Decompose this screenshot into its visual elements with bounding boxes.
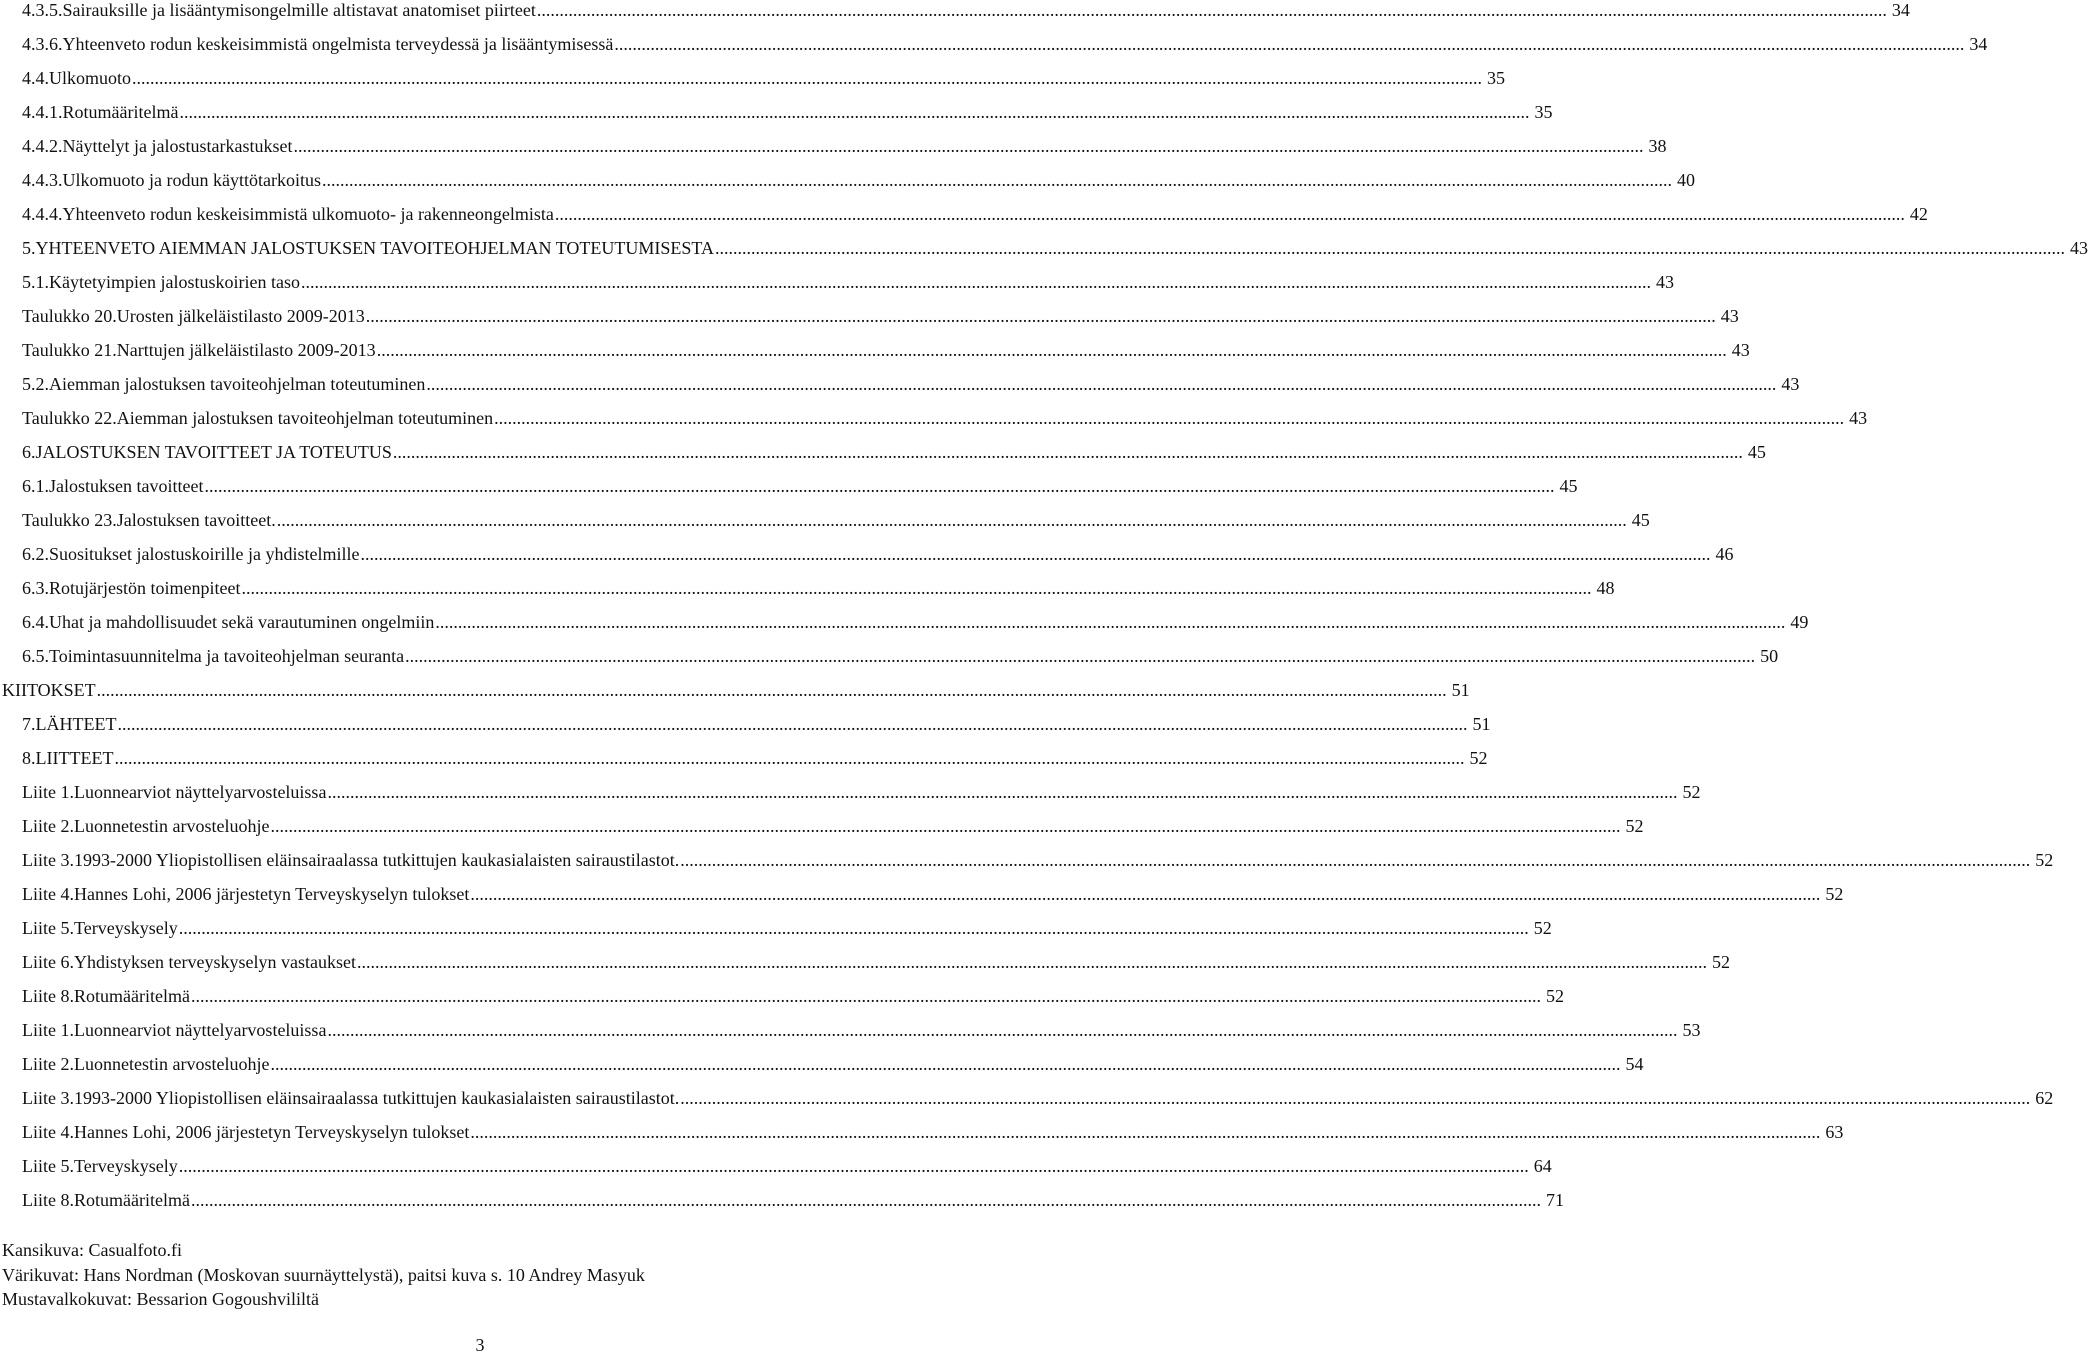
toc-dot-leader: ............................................................................................................................................................................................................................................................................................................ [680,1088,2031,1108]
toc-entry-number: Liite 3. [22,1088,74,1108]
toc-entry-page: 38 [1648,136,1667,156]
toc-dot-leader: ............................................................................................................................................................................................................................................................................................................ [241,578,1592,598]
toc-entry-page: 51 [1451,680,1470,700]
photo-credits [2,1238,645,1312]
toc-entry-page: 52 [1469,748,1488,768]
toc-entry-title: Uhat ja mahdollisuudet sekä varautuminen ongelmiin [49,612,435,632]
toc-entry-number: 5.1. [22,272,49,292]
toc-entry-page: 43 [1781,374,1800,394]
toc-entry-title: Luonnetestin arvosteluohje [74,816,270,836]
toc-entry-number: 4.4. [22,68,49,88]
toc-entry[interactable] [22,535,1734,565]
toc-entry-title: Rotumääritelmä [74,986,190,1006]
toc-entry-number: Liite 2. [22,816,74,836]
toc-entry[interactable] [22,705,1491,735]
toc-entry[interactable] [2,671,1470,701]
toc-entry-title: Yhteenveto rodun keskeisimmistä ongelmista terveydessä ja lisääntymisessä [62,34,614,54]
toc-entry-number: 4.4.2. [22,136,63,156]
toc-entry-page: 51 [1472,714,1491,734]
toc-entry[interactable] [22,1045,1644,1075]
toc-entry[interactable] [22,1079,2054,1109]
toc-entry[interactable] [22,807,1644,837]
toc-dot-leader: ............................................................................................................................................................................................................................................................................................................ [178,918,1529,938]
toc-entry-title: Näyttelyt ja jalostustarkastukset [62,136,293,156]
toc-dot-leader: ............................................................................................................................................................................................................................................................................................................ [376,340,1727,360]
toc-entry-number: 6.4. [22,612,49,632]
toc-entry[interactable] [22,399,1868,429]
toc-entry-title: LIITTEET [35,748,114,768]
toc-dot-leader: ............................................................................................................................................................................................................................................................................................................ [470,884,1821,904]
toc-entry-page: 71 [1545,1190,1564,1210]
toc-entry-page: 45 [1631,510,1650,530]
toc-entry[interactable] [22,501,1650,531]
toc-entry-title: Jalostuksen tavoitteet. [116,510,276,530]
toc-dot-leader: ............................................................................................................................................................................................................................................................................................................ [190,986,1541,1006]
toc-entry-page: 46 [1715,544,1734,564]
toc-entry-page: 48 [1596,578,1615,598]
toc-entry[interactable] [22,739,1488,769]
credit-line: Mustavalkokuvat: Bessarion Gogoushvililtä [2,1289,319,1309]
toc-entry-number: 6.1. [22,476,49,496]
toc-dot-leader: ............................................................................................................................................................................................................................................................................................................ [365,306,1716,326]
toc-entry-page: 50 [1760,646,1779,666]
toc-entry-number: Liite 3. [22,850,74,870]
toc-dot-leader: ............................................................................................................................................................................................................................................................................................................ [356,952,1707,972]
toc-entry-number: Liite 5. [22,918,74,938]
toc-entry-page: 63 [1825,1122,1844,1142]
toc-entry-title: Rotumääritelmä [74,1190,190,1210]
toc-dot-leader: ............................................................................................................................................................................................................................................................................................................ [96,680,1447,700]
toc-entry-page: 52 [1682,782,1701,802]
toc-entry[interactable] [22,1011,1701,1041]
toc-dot-leader: ............................................................................................................................................................................................................................................................................................................ [132,68,1483,88]
toc-entry-number: 8. [22,748,36,768]
toc-entry-title: Hannes Lohi, 2006 järjestetyn Terveyskyselyn tulokset [74,1122,470,1142]
toc-entry-number: 6.5. [22,646,49,666]
toc-entry[interactable] [22,943,1730,973]
toc-entry-page: 43 [1655,272,1674,292]
toc-entry-number: 4.4.1. [22,102,63,122]
toc-entry[interactable] [22,93,1553,123]
toc-entry-number: 4.3.5. [22,0,63,20]
toc-entry[interactable] [22,773,1701,803]
toc-entry[interactable] [22,331,1750,361]
toc-entry[interactable] [22,637,1779,667]
toc-dot-leader: ............................................................................................................................................................................................................................................................................................................ [714,238,2065,258]
toc-entry[interactable] [22,1147,1552,1177]
toc-dot-leader: ............................................................................................................................................................................................................................................................................................................ [494,408,1845,428]
toc-dot-leader: ............................................................................................................................................................................................................................................................................................................ [680,850,2031,870]
toc-entry-number: Taulukko 21. [22,340,117,360]
toc-dot-leader: ............................................................................................................................................................................................................................................................................................................ [270,1054,1621,1074]
toc-entry[interactable] [22,25,1988,55]
toc-entry-title: Hannes Lohi, 2006 järjestetyn Terveyskyselyn tulokset [74,884,470,904]
toc-entry-page: 52 [2035,850,2054,870]
toc-dot-leader: ............................................................................................................................................................................................................................................................................................................ [435,612,1786,632]
toc-entry-page: 49 [1790,612,1809,632]
toc-entry[interactable] [22,229,2088,259]
toc-dot-leader: ............................................................................................................................................................................................................................................................................................................ [190,1190,1541,1210]
toc-entry[interactable] [22,365,1800,395]
toc-entry-number: Liite 4. [22,1122,74,1142]
toc-entry[interactable] [22,263,1674,293]
toc-entry-number: 5.2. [22,374,49,394]
toc-entry-number: 6.3. [22,578,49,598]
credit-line: Kansikuva: Casualfoto.fi [2,1240,182,1260]
toc-dot-leader: ............................................................................................................................................................................................................................................................................................................ [321,170,1672,190]
toc-entry-title: Urosten jälkeläistilasto 2009-2013 [116,306,365,326]
toc-dot-leader: ............................................................................................................................................................................................................................................................................................................ [117,714,1468,734]
toc-entry[interactable] [22,127,1667,157]
toc-entry-page: 53 [1682,1020,1701,1040]
toc-entry-title: Narttujen jälkeläistilasto 2009-2013 [116,340,376,360]
toc-entry-page: 43 [1849,408,1868,428]
toc-dot-leader: ............................................................................................................................................................................................................................................................................................................ [300,272,1651,292]
toc-entry-title: Suositukset jalostuskoirille ja yhdistelmille [49,544,360,564]
toc-entry-number: Taulukko 23. [22,510,117,530]
page-number: 3 [475,1335,485,1355]
toc-entry-title: 1993-2000 Yliopistollisen eläinsairaalassa tutkittujen kaukasialaisten sairaustilastot. [74,1088,680,1108]
toc-entry[interactable] [22,195,1928,225]
toc-dot-leader: ............................................................................................................................................................................................................................................................................................................ [270,816,1621,836]
toc-entry-number: Liite 2. [22,1054,74,1074]
credit-line: Värikuvat: Hans Nordman (Moskovan suurnäyttelystä), paitsi kuva s. 10 Andrey Masyuk [2,1264,645,1285]
toc-entry[interactable] [22,1113,1844,1143]
toc-entry-title: Ulkomuoto ja rodun käyttötarkoitus [62,170,321,190]
toc-dot-leader: ............................................................................................................................................................................................................................................................................................................ [614,34,1965,54]
toc-dot-leader: ............................................................................................................................................................................................................................................................................................................ [536,0,1887,20]
toc-entry-title: Sairauksille ja lisääntymisongelmille altistavat anatomiset piirteet [62,0,536,20]
toc-entry-page: 52 [1625,816,1644,836]
toc-entry-title: Luonnetestin arvosteluohje [74,1054,270,1074]
toc-dot-leader: ............................................................................................................................................................................................................................................................................................................ [293,136,1644,156]
toc-entry-page: 43 [1720,306,1739,326]
toc-dot-leader: ............................................................................................................................................................................................................................................................................................................ [178,1156,1529,1176]
toc-dot-leader: ............................................................................................................................................................................................................................................................................................................ [554,204,1905,224]
toc-entry-page: 43 [1731,340,1750,360]
toc-entry-title: Jalostuksen tavoitteet [49,476,204,496]
toc-entry-number: Liite 5. [22,1156,74,1176]
toc-entry[interactable] [22,977,1564,1007]
toc-entry[interactable] [22,1181,1564,1211]
toc-entry-number: 5. [22,238,36,258]
toc-entry-title: Käytetyimpien jalostuskoirien taso [49,272,300,292]
toc-entry-number: 6. [22,442,36,462]
toc-dot-leader: ............................................................................................................................................................................................................................................................................................................ [327,1020,1678,1040]
toc-entry-title: Ulkomuoto [49,68,132,88]
toc-dot-leader: ............................................................................................................................................................................................................................................................................................................ [179,102,1530,122]
toc-entry-page: 64 [1533,1156,1552,1176]
toc-entry-page: 35 [1487,68,1506,88]
toc-entry[interactable] [22,297,1739,327]
toc-entry-number: 4.3.6. [22,34,63,54]
toc-entry-page: 35 [1534,102,1553,122]
toc-entry[interactable] [22,569,1615,599]
toc-entry-title: Toimintasuunnitelma ja tavoiteohjelman seuranta [49,646,405,666]
toc-entry-number: Liite 8. [22,986,74,1006]
toc-entry-number: Taulukko 20. [22,306,117,326]
toc-entry-page: 45 [1559,476,1578,496]
toc-entry-title: Aiemman jalostuksen tavoiteohjelman toteutuminen [116,408,494,428]
toc-dot-leader: ............................................................................................................................................................................................................................................................................................................ [114,748,1465,768]
toc-entry-page: 43 [2069,238,2088,258]
toc-entry[interactable] [22,603,1809,633]
toc-entry-number: Liite 4. [22,884,74,904]
toc-entry-page: 42 [1909,204,1928,224]
toc-entry-title: Luonnearviot näyttelyarvosteluissa [74,1020,327,1040]
toc-entry-title: 1993-2000 Yliopistollisen eläinsairaalassa tutkittujen kaukasialaisten sairaustilastot. [74,850,680,870]
toc-entry[interactable] [22,161,1695,191]
toc-entry-title: KIITOKSET [2,680,96,700]
toc-entry-page: 34 [1969,34,1988,54]
toc-dot-leader: ............................................................................................................................................................................................................................................................................................................ [276,510,1627,530]
toc-entry-title: Yhdistyksen terveyskyselyn vastaukset [74,952,356,972]
toc-entry-page: 34 [1891,0,1910,20]
toc-entry-page: 54 [1625,1054,1644,1074]
toc-entry-number: Liite 6. [22,952,74,972]
toc-entry[interactable] [22,841,2054,871]
toc-entry-number: Liite 8. [22,1190,74,1210]
toc-entry[interactable] [22,59,1506,89]
toc-entry[interactable] [22,433,1766,463]
toc-entry-page: 52 [1711,952,1730,972]
toc-entry-title: Luonnearviot näyttelyarvosteluissa [74,782,327,802]
toc-entry-title: Rotumääritelmä [62,102,179,122]
toc-entry-page: 52 [1533,918,1552,938]
toc-dot-leader: ............................................................................................................................................................................................................................................................................................................ [360,544,1711,564]
toc-entry-page: 62 [2035,1088,2054,1108]
toc-entry-title: Aiemman jalostuksen tavoiteohjelman toteutuminen [49,374,426,394]
toc-entry-number: 7. [22,714,36,734]
toc-entry-title: Terveyskysely [74,1156,178,1176]
toc-entry-title: YHTEENVETO AIEMMAN JALOSTUKSEN TAVOITEOHJELMAN TOTEUTUMISESTA [35,238,714,258]
toc-dot-leader: ............................................................................................................................................................................................................................................................................................................ [327,782,1678,802]
toc-dot-leader: ............................................................................................................................................................................................................................................................................................................ [392,442,1743,462]
toc-entry-title: JALOSTUKSEN TAVOITTEET JA TOTEUTUS [35,442,392,462]
toc-entry-page: 52 [1545,986,1564,1006]
toc-dot-leader: ............................................................................................................................................................................................................................................................................................................ [405,646,1756,666]
toc-entry[interactable] [22,875,1844,905]
toc-dot-leader: ............................................................................................................................................................................................................................................................................................................ [204,476,1555,496]
toc-entry[interactable] [22,467,1578,497]
toc-entry[interactable] [22,909,1552,939]
toc-entry-page: 52 [1825,884,1844,904]
toc-entry-number: Taulukko 22. [22,408,117,428]
toc-entry-page: 40 [1676,170,1695,190]
toc-entry-page: 45 [1747,442,1766,462]
toc-dot-leader: ............................................................................................................................................................................................................................................................................................................ [470,1122,1821,1142]
toc-entry-title: Terveyskysely [74,918,178,938]
toc-entry-number: 6.2. [22,544,49,564]
toc-dot-leader: ............................................................................................................................................................................................................................................................................................................ [426,374,1777,394]
toc-entry-number: 4.4.4. [22,204,63,224]
toc-entry-number: Liite 1. [22,782,74,802]
toc-entry-title: LÄHTEET [35,714,117,734]
toc-entry[interactable] [22,0,1910,21]
toc-entry-title: Yhteenveto rodun keskeisimmistä ulkomuoto- ja rakenneongelmista [62,204,554,224]
toc-entry-number: 4.4.3. [22,170,63,190]
toc-entry-number: Liite 1. [22,1020,74,1040]
toc-entry-title: Rotujärjestön toimenpiteet [49,578,241,598]
